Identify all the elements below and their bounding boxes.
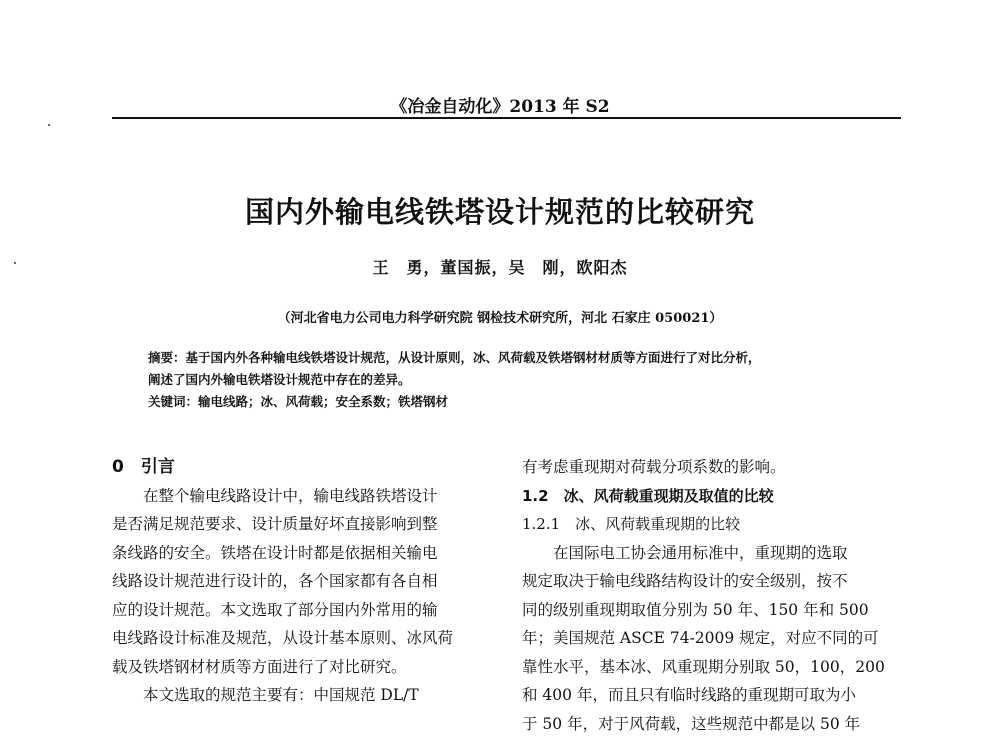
subsection-heading: 1.2 冰、风荷载重现期及取值的比较 <box>522 482 902 511</box>
body-line: 载及铁塔钢材材质等方面进行了对比研究。 <box>112 653 492 682</box>
abstract-line: 阐述了国内外输电铁塔设计规范中存在的差异。 <box>148 369 878 391</box>
paper-authors: 王 勇，董国振，吴 刚，欧阳杰 <box>0 255 1000 278</box>
left-column <box>112 453 492 710</box>
body-line: 同的级别重现期取值分别为 50 年、150 年和 500 <box>522 596 902 625</box>
body-line: 在国际电工协会通用标准中，重现期的选取 <box>522 539 902 568</box>
abstract-block <box>148 347 878 413</box>
body-line: 应的设计规范。本文选取了部分国内外常用的输 <box>112 596 492 625</box>
body-line: 规定取决于输电线路结构设计的安全级别，按不 <box>522 567 902 596</box>
body-line: 是否满足规范要求、设计质量好坏直接影响到整 <box>112 510 492 539</box>
right-column <box>522 453 902 738</box>
body-line: 和 400 年，而且只有临时线路的重现期可取为小 <box>522 681 902 710</box>
header-rule <box>112 117 901 119</box>
body-line: 电线路设计标准及规范，从设计基本原则、冰风荷 <box>112 624 492 653</box>
journal-header: 《冶金自动化》2013 年 S2 <box>0 92 1000 117</box>
section-heading: 0 引言 <box>112 453 492 482</box>
scan-speck <box>48 124 50 126</box>
subsubsection-heading: 1.2.1 冰、风荷载重现期的比较 <box>522 510 902 539</box>
abstract-line: 摘要：基于国内外各种输电线铁塔设计规范，从设计原则，冰、风荷载及铁塔钢材材质等方面进行了对比分析， <box>148 347 878 369</box>
body-line: 年；美国规范 ASCE 74-2009 规定，对应不同的可 <box>522 624 902 653</box>
body-line: 有考虑重现期对荷载分项系数的影响。 <box>522 453 902 482</box>
paper-affiliation: （河北省电力公司电力科学研究院 钢检技术研究所，河北 石家庄 050021） <box>0 307 1000 326</box>
body-line: 在整个输电线路设计中，输电线路铁塔设计 <box>112 482 492 511</box>
keywords-line: 关键词：输电线路；冰、风荷载；安全系数；铁塔钢材 <box>148 391 878 413</box>
body-line: 线路设计规范进行设计的，各个国家都有各自相 <box>112 567 492 596</box>
body-line: 本文选取的规范主要有：中国规范 DL/T <box>112 681 492 710</box>
body-line: 靠性水平，基本冰、风重现期分别取 50，100，200 <box>522 653 902 682</box>
paper-title: 国内外输电线铁塔设计规范的比较研究 <box>0 190 1000 231</box>
body-line: 条线路的安全。铁塔在设计时都是依据相关输电 <box>112 539 492 568</box>
body-line: 于 50 年，对于风荷载，这些规范中都是以 50 年 <box>522 710 902 738</box>
